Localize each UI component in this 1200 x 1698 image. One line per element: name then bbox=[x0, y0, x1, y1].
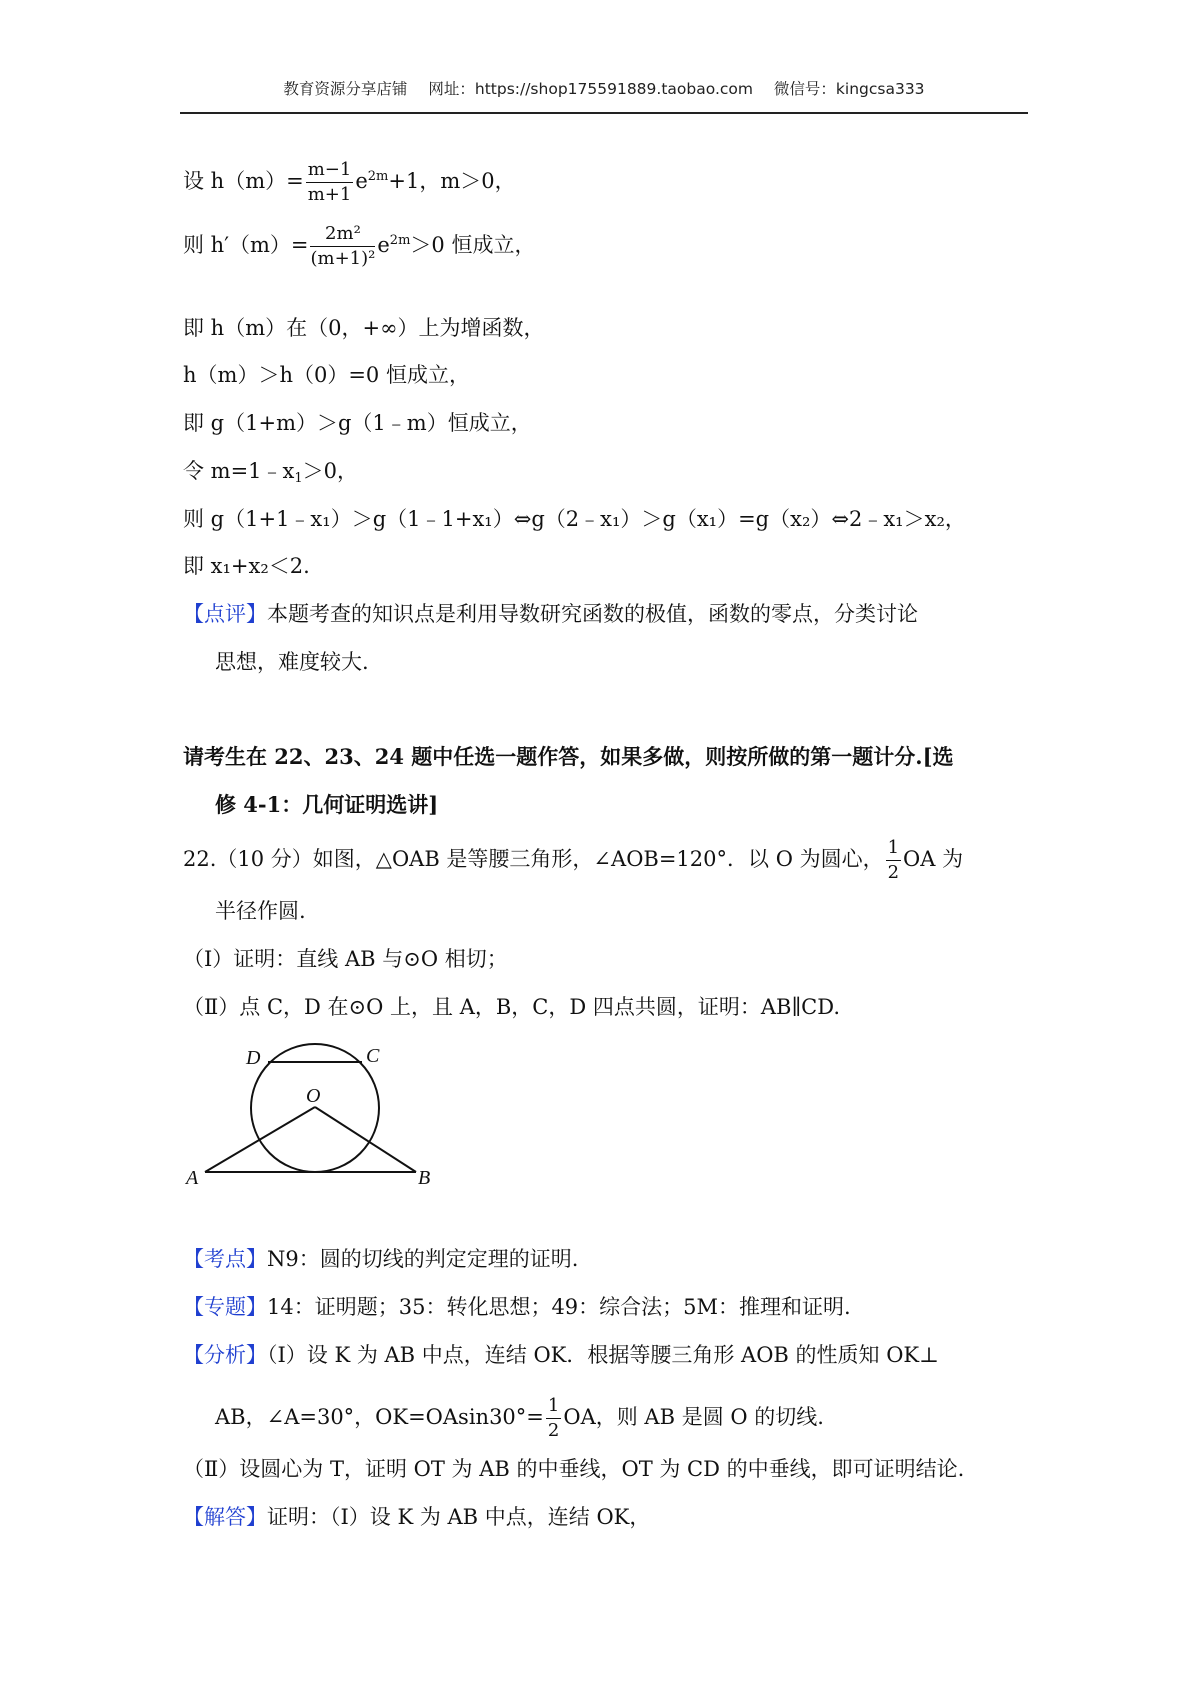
subscript: 1 bbox=[294, 471, 303, 486]
kaodian-line bbox=[183, 1244, 1043, 1274]
kaodian-text: N9：圆的切线的判定定理的证明. bbox=[267, 1247, 579, 1271]
proof-line-2 bbox=[183, 222, 1043, 271]
proof-line-4: h（m）＞h（0）=0 恒成立， bbox=[183, 363, 470, 387]
comment-tag: 【点评】 bbox=[183, 602, 267, 626]
zhuanti-tag: 【专题】 bbox=[183, 1295, 267, 1319]
segment-ob bbox=[315, 1107, 416, 1172]
zhuanti-line bbox=[183, 1292, 1043, 1322]
proof-l1-post: +1，m＞0， bbox=[388, 169, 516, 193]
segment-oa bbox=[205, 1107, 315, 1172]
geometry-figure bbox=[178, 1038, 448, 1188]
proof-line-1 bbox=[183, 158, 1043, 207]
label-c: C bbox=[366, 1045, 380, 1067]
exponent: 2m bbox=[389, 233, 411, 248]
fraction bbox=[310, 222, 375, 271]
fraction-denominator: m+1 bbox=[307, 184, 352, 205]
header-url[interactable]: 网址：https://shop175591889.taobao.com bbox=[428, 80, 753, 98]
header-shop: 教育资源分享店铺 bbox=[283, 80, 408, 98]
zhuanti-text: 14：证明题；35：转化思想；49：综合法；5M：推理和证明. bbox=[267, 1295, 851, 1319]
fraction bbox=[886, 836, 901, 885]
proof-l1-pre: 设 h（m）= bbox=[183, 169, 304, 193]
proof-line-8: 即 x₁+x₂＜2. bbox=[183, 554, 310, 578]
fraction-numerator: m−1 bbox=[306, 158, 354, 183]
header-wechat: 微信号：kingcsa333 bbox=[773, 80, 925, 98]
jieda-text: 证明：（Ⅰ）设 K 为 AB 中点，连结 OK， bbox=[267, 1505, 651, 1529]
fenxi-l2-post: OA，则 AB 是圆 O 的切线. bbox=[563, 1405, 824, 1429]
fenxi-text-1: （Ⅰ）设 K 为 AB 中点，连结 OK．根据等腰三角形 AOB 的性质知 OK⊥ bbox=[267, 1343, 939, 1367]
fraction-numerator: 1 bbox=[546, 1394, 561, 1419]
kaodian-tag: 【考点】 bbox=[183, 1247, 267, 1271]
question-part-2: （Ⅱ）点 C，D 在⊙O 上，且 A，B，C，D 四点共圆，证明：AB∥CD. bbox=[183, 995, 840, 1019]
instruction-line-2: 修 4-1：几何证明选讲] bbox=[215, 792, 439, 817]
label-o: O bbox=[306, 1085, 321, 1107]
fenxi-tag: 【分析】 bbox=[183, 1343, 267, 1367]
fraction-denominator: (m+1)² bbox=[310, 248, 376, 269]
exp-base: e bbox=[355, 169, 368, 193]
proof-l6-a: 令 m=1﹣x bbox=[183, 459, 295, 483]
question-l1-pre: 22.（10 分）如图，△OAB 是等腰三角形，∠AOB=120°．以 O 为圆心， bbox=[183, 847, 884, 871]
fraction-numerator: 1 bbox=[886, 836, 901, 861]
label-a: A bbox=[186, 1167, 199, 1188]
proof-line-6 bbox=[183, 456, 1043, 486]
proof-l6-b: ＞0， bbox=[302, 459, 359, 483]
comment-line-2: 思想，难度较大. bbox=[215, 650, 369, 674]
comment-line-1 bbox=[183, 599, 1043, 629]
instruction-line-1: 请考生在 22、23、24 题中任选一题作答，如果多做，则按所做的第一题计分.[选 bbox=[183, 744, 954, 769]
comment-text-1: 本题考查的知识点是利用导数研究函数的极值，函数的零点，分类讨论 bbox=[267, 602, 918, 626]
question-line-1 bbox=[183, 836, 1043, 885]
jieda-tag: 【解答】 bbox=[183, 1505, 267, 1529]
proof-l2-pre: 则 h′（m）= bbox=[183, 233, 309, 257]
fraction-denominator: 2 bbox=[887, 862, 900, 883]
label-d: D bbox=[246, 1047, 261, 1069]
proof-line-5: 即 g（1+m）＞g（1﹣m）恒成立， bbox=[183, 411, 532, 435]
fenxi-line-3: （Ⅱ）设圆心为 T，证明 OT 为 AB 的中垂线，OT 为 CD 的中垂线，即可证明结论. bbox=[183, 1457, 965, 1481]
question-line-2: 半径作圆. bbox=[215, 899, 306, 923]
fenxi-line-2 bbox=[215, 1394, 1075, 1443]
page-header bbox=[180, 76, 1028, 114]
label-b: B bbox=[418, 1167, 431, 1188]
exp-base: e bbox=[377, 233, 390, 257]
fraction bbox=[306, 158, 354, 207]
fraction-numerator: 2m² bbox=[310, 222, 375, 247]
jieda-line bbox=[183, 1502, 1043, 1532]
question-l1-post: OA 为 bbox=[903, 847, 964, 871]
proof-line-3: 即 h（m）在（0，+∞）上为增函数， bbox=[183, 316, 545, 340]
fraction bbox=[546, 1394, 561, 1443]
exponent: 2m bbox=[367, 169, 389, 184]
fenxi-l2-pre: AB，∠A=30°，OK=OAsin30°= bbox=[215, 1405, 544, 1429]
fraction-denominator: 2 bbox=[547, 1420, 560, 1441]
proof-line-7: 则 g（1+1﹣x₁）＞g（1﹣1+x₁）⇔g（2﹣x₁）＞g（x₁）=g（x₂）⇔2﹣x₁＞x₂， bbox=[183, 507, 966, 531]
fenxi-line-1 bbox=[183, 1340, 1043, 1370]
question-part-1: （Ⅰ）证明：直线 AB 与⊙O 相切； bbox=[183, 947, 508, 971]
proof-l2-post: ＞0 恒成立， bbox=[410, 233, 536, 257]
